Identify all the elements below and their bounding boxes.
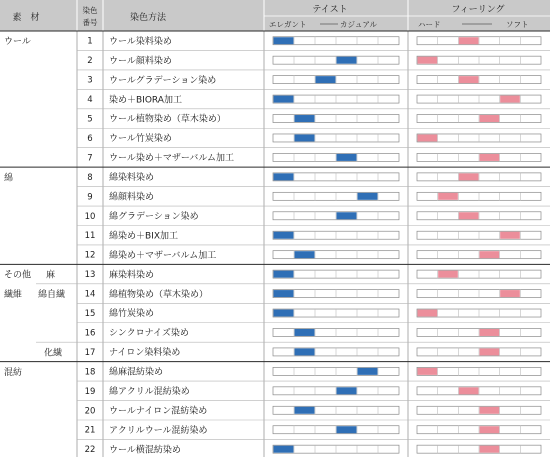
feeling-marker xyxy=(459,387,479,394)
taste-marker xyxy=(316,76,336,83)
feeling-marker xyxy=(418,134,438,141)
taste-marker xyxy=(337,387,357,394)
table-row xyxy=(87,93,541,105)
dye-method: 綿麻混紡染め xyxy=(109,367,164,378)
taste-marker xyxy=(274,310,294,317)
taste-scale xyxy=(273,212,399,220)
feeling-scale xyxy=(417,406,541,414)
taste-marker xyxy=(295,134,315,141)
taste-scale xyxy=(273,153,399,161)
header-dye-no-line2: 番号 xyxy=(82,18,98,27)
table-row xyxy=(85,327,541,339)
dye-number: 18 xyxy=(84,367,96,378)
dye-method: 綿染料染め xyxy=(109,173,155,184)
table-row xyxy=(87,35,541,47)
taste-marker xyxy=(295,407,315,414)
material-group-label: その他 xyxy=(4,270,32,281)
dye-number: 6 xyxy=(87,133,93,144)
dye-number: 10 xyxy=(84,211,96,222)
taste-scale xyxy=(273,309,399,317)
table-row xyxy=(87,74,541,86)
header-feeling-left: ハード xyxy=(418,20,441,29)
taste-scale xyxy=(273,251,399,259)
taste-scale xyxy=(273,270,399,278)
taste-marker xyxy=(274,271,294,278)
taste-scale xyxy=(273,231,399,239)
table-row xyxy=(85,385,541,397)
table-row xyxy=(85,346,541,358)
dye-number: 8 xyxy=(87,172,93,183)
dye-number: 20 xyxy=(84,406,96,417)
table-row xyxy=(85,268,541,280)
dye-method: シンクロナイズ染め xyxy=(109,328,189,339)
feeling-marker xyxy=(438,193,458,200)
taste-scale xyxy=(273,134,399,142)
table-row xyxy=(85,404,541,416)
feeling-scale xyxy=(417,251,541,259)
feeling-marker xyxy=(500,96,520,103)
feeling-marker xyxy=(480,446,500,453)
dye-method: ウール竹炭染め xyxy=(109,134,172,145)
dye-number: 12 xyxy=(84,250,96,261)
feeling-marker xyxy=(480,407,500,414)
table-row xyxy=(87,171,541,183)
table-row xyxy=(85,249,541,261)
header-dye-no-line1: 染色 xyxy=(82,6,98,15)
feeling-marker xyxy=(480,329,500,336)
feeling-scale xyxy=(417,212,541,220)
table-row xyxy=(87,54,541,66)
taste-marker xyxy=(295,348,315,355)
dye-method: ナイロン染料染め xyxy=(109,348,181,359)
dye-method: ウール顔料染め xyxy=(109,56,172,67)
header-taste-left: エレガント xyxy=(269,20,307,29)
feeling-marker xyxy=(480,115,500,122)
dye-number: 9 xyxy=(87,192,93,203)
dye-method: ウール横混紡染め xyxy=(109,445,181,456)
table-row xyxy=(85,229,541,241)
taste-scale xyxy=(273,328,399,336)
dye-number: 3 xyxy=(87,75,93,86)
taste-marker xyxy=(274,232,294,239)
dye-number: 14 xyxy=(84,289,96,300)
taste-marker xyxy=(337,154,357,161)
taste-scale xyxy=(273,406,399,414)
taste-marker xyxy=(274,173,294,180)
table-row xyxy=(85,210,541,222)
feeling-scale xyxy=(417,115,541,123)
taste-scale xyxy=(273,37,399,45)
header-method: 染色方法 xyxy=(129,13,167,23)
feeling-scale xyxy=(417,76,541,84)
feeling-scale xyxy=(417,95,541,103)
dye-number: 19 xyxy=(84,386,96,397)
feeling-marker xyxy=(500,290,520,297)
feeling-marker xyxy=(459,212,479,219)
feeling-scale xyxy=(417,387,541,395)
feeling-marker xyxy=(480,348,500,355)
header-taste: テイスト xyxy=(312,5,348,15)
dye-number: 7 xyxy=(87,153,93,164)
taste-marker xyxy=(337,57,357,64)
table-row xyxy=(87,113,541,125)
taste-marker xyxy=(274,446,294,453)
header-material: 素 材 xyxy=(12,13,40,23)
feeling-scale xyxy=(417,445,541,453)
dye-method: 綿植物染め（草木染め） xyxy=(109,289,209,300)
table-row xyxy=(85,443,541,455)
taste-marker xyxy=(274,290,294,297)
taste-scale xyxy=(273,56,399,64)
taste-scale xyxy=(273,290,399,298)
dye-method: 染め＋BIORA加工 xyxy=(109,95,182,106)
taste-marker xyxy=(295,115,315,122)
taste-scale xyxy=(273,367,399,375)
taste-marker xyxy=(337,212,357,219)
feeling-scale xyxy=(417,309,541,317)
dye-method: アクリルウール混紡染め xyxy=(109,425,208,436)
taste-marker xyxy=(295,329,315,336)
taste-marker xyxy=(295,251,315,258)
header-feeling-right: ソフト xyxy=(506,20,529,29)
table-row xyxy=(87,191,541,203)
feeling-marker xyxy=(480,251,500,258)
feeling-marker xyxy=(480,154,500,161)
dye-method: 綿竹炭染め xyxy=(109,309,155,320)
material-subgroup-label: 綿自繊 xyxy=(38,290,66,301)
feeling-scale xyxy=(417,56,541,64)
dye-number: 17 xyxy=(84,347,96,358)
taste-marker xyxy=(358,368,378,375)
table-row xyxy=(85,307,541,319)
feeling-scale xyxy=(417,153,541,161)
dye-number: 13 xyxy=(84,270,96,281)
feeling-scale xyxy=(417,290,541,298)
taste-scale xyxy=(273,115,399,123)
feeling-scale xyxy=(417,348,541,356)
feeling-scale xyxy=(417,37,541,45)
dye-method: ウール染料染め xyxy=(109,36,172,47)
dye-method: ウールナイロン混紡染め xyxy=(109,406,208,417)
taste-marker xyxy=(274,96,294,103)
dye-method: ウール染め＋マザーバルム加工 xyxy=(109,153,235,164)
dye-method: 綿グラデーション染め xyxy=(109,211,199,222)
feeling-marker xyxy=(459,76,479,83)
dye-number: 15 xyxy=(84,309,96,320)
dye-method: 綿顔料染め xyxy=(109,192,155,203)
taste-scale xyxy=(273,76,399,84)
dye-number: 11 xyxy=(84,231,96,242)
taste-marker xyxy=(358,193,378,200)
feeling-scale xyxy=(417,270,541,278)
dye-number: 5 xyxy=(87,114,93,125)
dye-number: 21 xyxy=(84,425,96,436)
feeling-marker xyxy=(459,173,479,180)
dye-method: 綿染め＋BIX加工 xyxy=(109,231,178,242)
feeling-marker xyxy=(500,232,520,239)
table-row xyxy=(85,366,541,378)
taste-scale xyxy=(273,173,399,181)
dye-method: ウール植物染め（草木染め） xyxy=(109,114,226,125)
dye-method: 綿アクリル混紡染め xyxy=(109,387,190,398)
feeling-marker xyxy=(480,426,500,433)
taste-scale xyxy=(273,348,399,356)
taste-scale xyxy=(273,445,399,453)
feeling-scale xyxy=(417,231,541,239)
feeling-scale xyxy=(417,426,541,434)
feeling-marker xyxy=(459,37,479,44)
header-feeling: フィーリング xyxy=(451,5,505,15)
taste-scale xyxy=(273,95,399,103)
table-row xyxy=(85,288,541,300)
dye-method: 綿染め＋マザーバルム加工 xyxy=(109,250,217,261)
taste-marker xyxy=(274,37,294,44)
taste-marker xyxy=(337,426,357,433)
material-group-label: 繊維 xyxy=(4,290,23,301)
dye-method: ウールグラデーション染め xyxy=(109,75,217,86)
feeling-scale xyxy=(417,367,541,375)
material-subgroup-label: 化繊 xyxy=(44,348,63,359)
dye-number: 16 xyxy=(84,328,96,339)
feeling-scale xyxy=(417,328,541,336)
dye-number: 1 xyxy=(87,36,93,47)
header-taste-right: カジュアル xyxy=(340,20,378,29)
material-subgroup-label: 麻 xyxy=(46,270,56,281)
dye-method: 麻染料染め xyxy=(109,270,155,281)
dye-number: 22 xyxy=(84,445,96,456)
material-group-label: 綿 xyxy=(4,173,14,184)
feeling-scale xyxy=(417,192,541,200)
feeling-marker xyxy=(418,310,438,317)
feeling-marker xyxy=(418,368,438,375)
table-row xyxy=(87,152,541,164)
taste-scale xyxy=(273,426,399,434)
dye-number: 2 xyxy=(87,56,93,67)
feeling-marker xyxy=(418,57,438,64)
taste-scale xyxy=(273,192,399,200)
material-group-label: 混紡 xyxy=(4,367,23,378)
table-row xyxy=(87,132,541,144)
dye-number: 4 xyxy=(87,95,93,106)
material-group-label: ウール xyxy=(4,37,31,48)
feeling-scale xyxy=(417,134,541,142)
table-row xyxy=(85,424,541,436)
taste-scale xyxy=(273,387,399,395)
feeling-marker xyxy=(438,271,458,278)
feeling-scale xyxy=(417,173,541,181)
